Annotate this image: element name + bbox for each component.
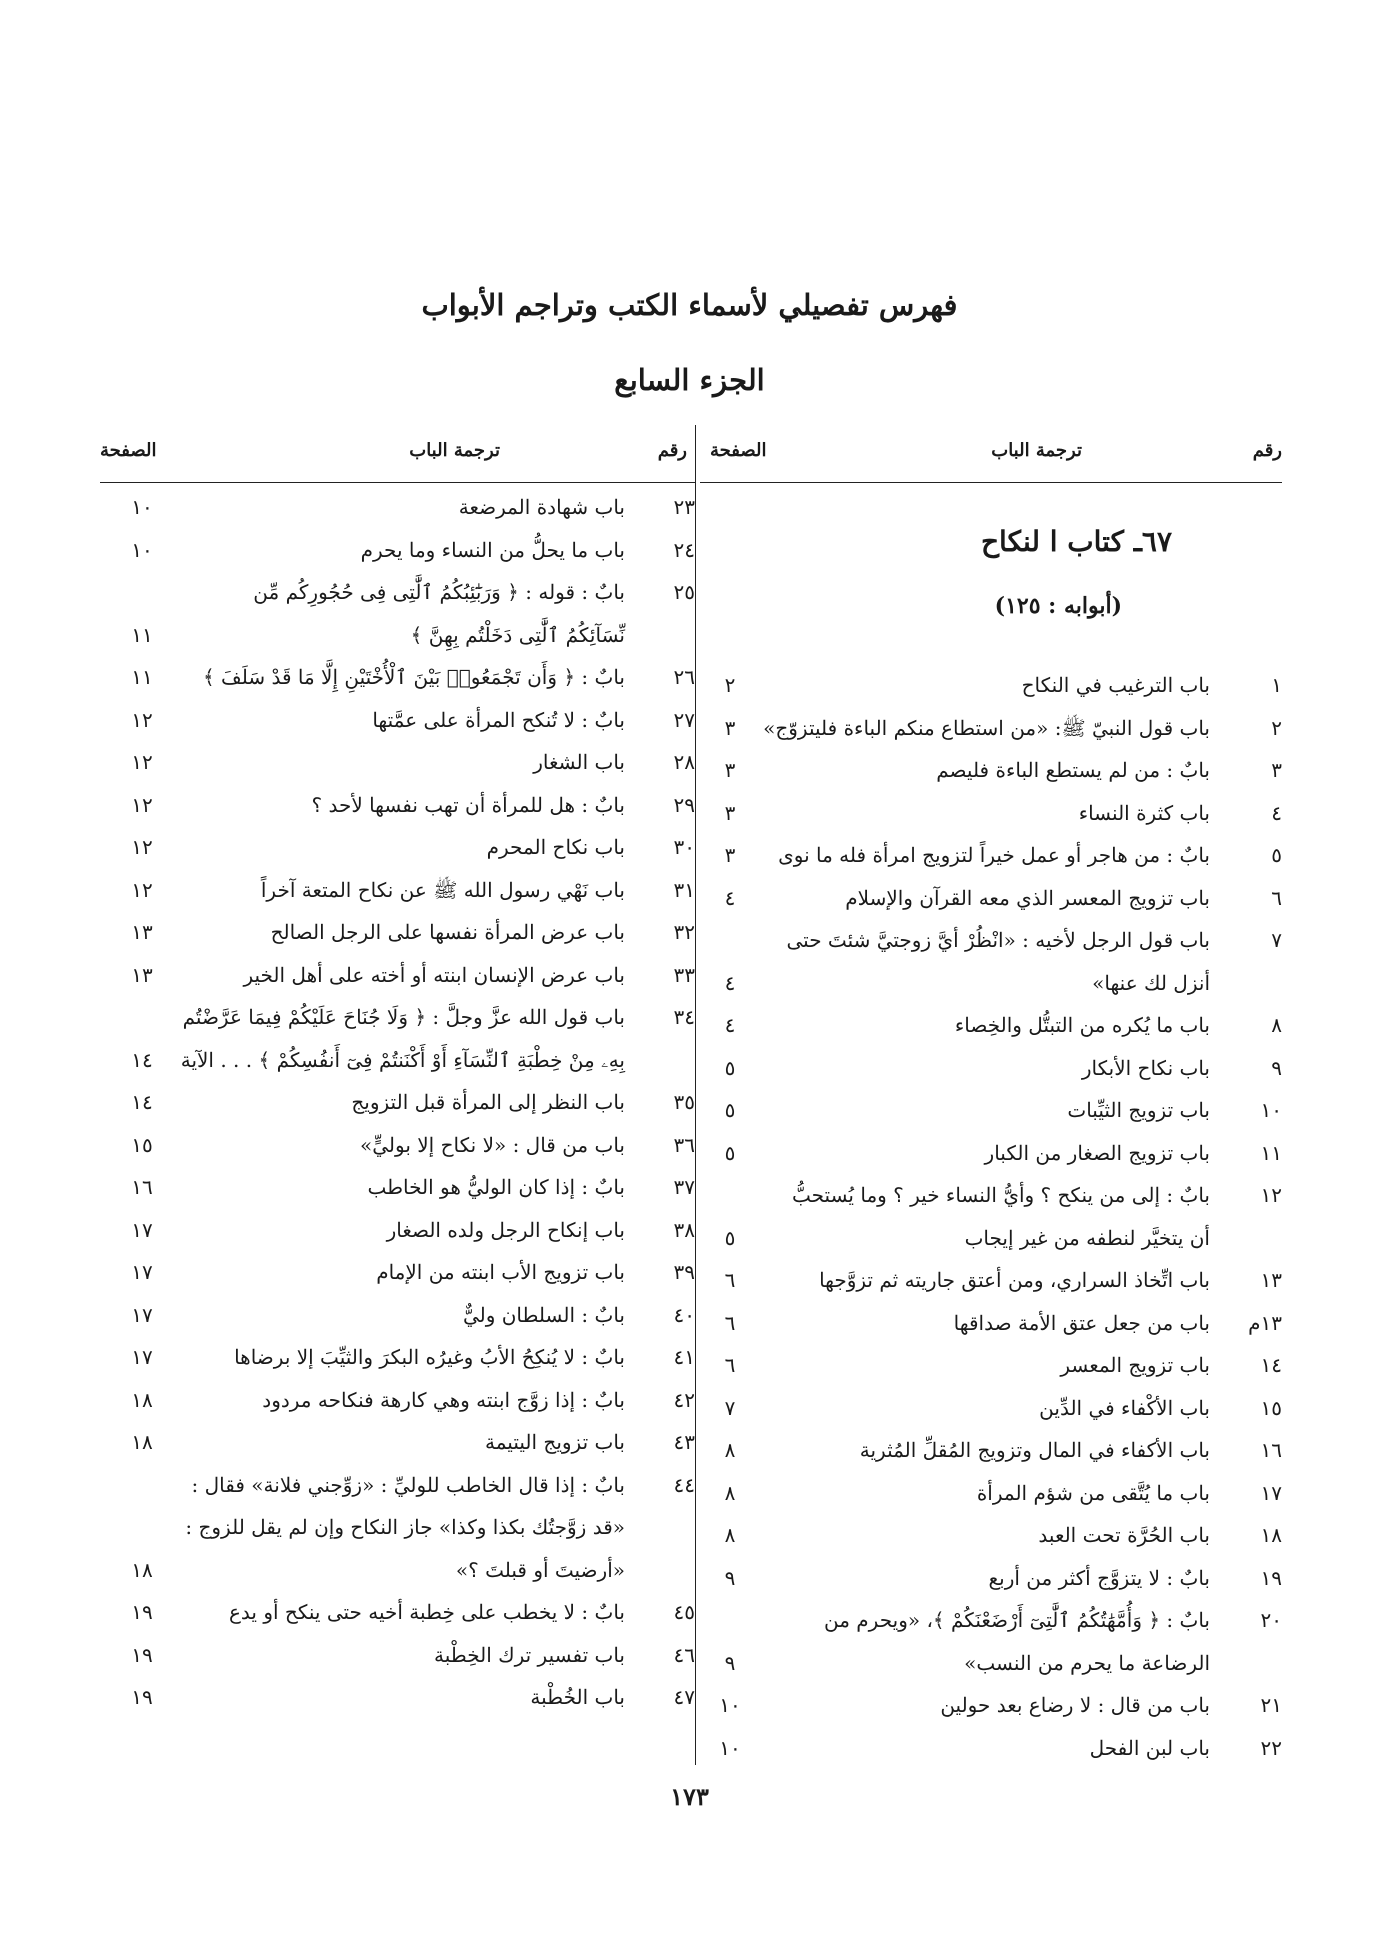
entry-page: ٦ — [724, 1268, 736, 1292]
entry-number: ١٣م — [1248, 1310, 1282, 1335]
entry-number: ١١ — [1260, 1140, 1282, 1165]
index-entry — [100, 793, 695, 836]
entry-title: باب ما يُتَّقى من شؤم المرأة — [976, 1480, 1210, 1505]
entry-number: ٥ — [1271, 843, 1282, 867]
entry-page: ١٤ — [131, 1047, 153, 1072]
entry-title: بابٌ : لا تُنكح المرأة على عمَّتها — [372, 707, 625, 732]
index-entry — [700, 886, 1282, 929]
num-header: رقم — [1252, 440, 1282, 461]
entry-page: ٨ — [724, 1523, 736, 1547]
entry-title: باب ما يحلُّ من النساء وما يحرم — [360, 537, 625, 562]
index-entry — [700, 1268, 1282, 1311]
entry-title: بابٌ : ﴿ وَأَن تَجْمَعُوا۟ بَيْنَ ٱلْأُخْتَيْنِ إِلَّا مَا قَدْ سَلَفَ ﴾ — [202, 665, 625, 689]
entry-number: ٢١ — [1260, 1693, 1282, 1717]
entry-title: باب الترغيب في النكاح — [1021, 673, 1210, 697]
entry-number: ١٢ — [1260, 1183, 1282, 1207]
entry-title: باب من جعل عتق الأمة صداقها — [953, 1310, 1210, 1335]
index-entry — [700, 971, 1282, 1014]
index-entry — [700, 1311, 1282, 1354]
index-entry — [100, 580, 695, 623]
entry-number: ٢٢ — [1260, 1735, 1282, 1760]
entry-title: باب نَهْي رسول الله ﷺ عن نكاح المتعة آخراً — [260, 877, 625, 902]
index-entry — [700, 1481, 1282, 1524]
entry-number: ٤٠ — [673, 1302, 695, 1327]
entry-page: ٦ — [724, 1353, 736, 1377]
entry-number: ١٥ — [1260, 1395, 1282, 1420]
entry-number: ٢٩ — [673, 792, 695, 817]
entry-page: ٧ — [724, 1395, 736, 1420]
entry-page: ١٠ — [131, 537, 153, 562]
page-header: الصفحة — [710, 440, 767, 461]
index-entry — [100, 878, 695, 921]
index-entry — [100, 1345, 695, 1388]
entry-title: باب الخُطْبة — [530, 1685, 625, 1709]
entry-number: ٤ — [1271, 800, 1282, 825]
book-title: ٦٧ـ كتاب ا لنكاح — [980, 525, 1172, 558]
entry-title: باب عرض المرأة نفسها على الرجل الصالح — [270, 920, 625, 944]
entry-page: ١٢ — [131, 707, 153, 732]
index-entry — [100, 708, 695, 751]
entry-number: ٢٨ — [673, 750, 695, 774]
entry-page: ١٨ — [131, 1430, 153, 1454]
entry-page: ١٧ — [131, 1302, 153, 1327]
entry-title: باب نكاح المحرم — [486, 835, 625, 859]
entry-page: ١٣ — [131, 920, 153, 944]
entry-page: ١٨ — [131, 1557, 153, 1582]
entry-page: ١٩ — [131, 1642, 153, 1667]
column-header — [700, 432, 1282, 483]
index-entry — [700, 1693, 1282, 1736]
entry-page: ٢ — [724, 673, 736, 697]
section-heading — [700, 483, 1282, 673]
index-entry — [700, 1141, 1282, 1184]
index-entry — [100, 1175, 695, 1218]
index-entry — [700, 1523, 1282, 1566]
entry-number: ٣٦ — [673, 1132, 695, 1157]
entry-number: ١٩ — [1260, 1565, 1282, 1590]
index-entry — [700, 1056, 1282, 1099]
entry-page: ٦ — [724, 1310, 736, 1335]
index-entry — [700, 1353, 1282, 1396]
entry-page: ١١ — [131, 622, 153, 647]
entry-title: باب الحُرَّة تحت العبد — [1038, 1523, 1210, 1547]
entry-number: ١٦ — [1260, 1438, 1282, 1462]
entry-title: بابٌ : السلطان وليٌّ — [462, 1302, 625, 1327]
index-entry — [700, 1608, 1282, 1651]
entry-title: بابٌ : لا يخطب على خِطبة أخيه حتى ينكح أو يدع — [229, 1600, 625, 1624]
entry-title: باب قول النبيّ ﷺ: «من استطاع منكم الباءة فليتزوّج» — [763, 715, 1210, 740]
entry-title: «أرضيتَ أو قبلتَ ؟» — [455, 1557, 625, 1582]
entry-number: ٣٧ — [673, 1175, 695, 1199]
entry-page: ٥ — [724, 1098, 736, 1122]
index-entry — [100, 1388, 695, 1431]
index-entry — [700, 673, 1282, 716]
index-entry — [700, 758, 1282, 801]
index-entry — [100, 1473, 695, 1516]
index-entry — [100, 1303, 695, 1346]
entry-number: ٣٥ — [673, 1090, 695, 1114]
index-entry — [100, 665, 695, 708]
entry-page: ١٠ — [719, 1735, 741, 1760]
entry-number: ١٧ — [1260, 1480, 1282, 1505]
entry-title: بابٌ : إلى من ينكح ؟ وأيُّ النساء خير ؟ وما يُستحبُّ — [792, 1183, 1210, 1207]
entry-number: ٩ — [1271, 1055, 1282, 1080]
entry-page: ١٤ — [131, 1090, 153, 1114]
index-entry — [700, 1736, 1282, 1779]
entry-title: باب الشغار — [533, 750, 625, 774]
entry-number: ٤٦ — [673, 1642, 695, 1667]
entry-page: ٣ — [724, 715, 736, 740]
index-entry — [100, 538, 695, 581]
entry-title: باب نكاح الأبكار — [1081, 1055, 1210, 1080]
index-entry — [700, 1013, 1282, 1056]
index-entry — [100, 1090, 695, 1133]
entry-number: ٤٥ — [673, 1600, 695, 1624]
column-divider — [695, 425, 696, 1765]
index-list-right — [700, 673, 1282, 1778]
entry-title: بابٌ : ﴿ وَأُمَّهَٰتُكُمُ ٱلَّٰتِىٓ أَرْضَعْنَكُمْ ﴾، «ويحرم من — [824, 1608, 1210, 1632]
entry-number: ٤٤ — [673, 1472, 695, 1497]
entry-page: ١٢ — [131, 750, 153, 774]
entry-title: باب كثرة النساء — [1078, 800, 1210, 825]
entry-title: باب تفسير ترك الخِطْبة — [434, 1642, 625, 1667]
entry-number: ٨ — [1271, 1013, 1282, 1037]
index-entry — [700, 1651, 1282, 1694]
index-column-right — [700, 432, 1282, 1778]
index-entry — [700, 1438, 1282, 1481]
index-entry — [100, 1685, 695, 1728]
index-entry — [100, 495, 695, 538]
entry-page: ١٩ — [131, 1685, 153, 1709]
index-entry — [100, 623, 695, 666]
page-header: الصفحة — [100, 440, 157, 461]
entry-page: ٩ — [724, 1565, 736, 1590]
entry-page: ١٢ — [131, 835, 153, 859]
index-entry — [100, 1218, 695, 1261]
index-entry — [700, 1566, 1282, 1609]
entry-title: بابٌ : لا يتزوَّج أكثر من أربع — [988, 1565, 1210, 1590]
entry-title: باب من قال : لا رضاع بعد حولين — [940, 1693, 1210, 1717]
entry-title: باب شهادة المرضعة — [458, 495, 625, 519]
index-entry — [700, 1098, 1282, 1141]
entry-number: ٦ — [1271, 885, 1282, 910]
entry-title: أن يتخيَّر لنطفه من غير إيجاب — [964, 1225, 1210, 1250]
index-entry — [100, 835, 695, 878]
entry-title: بِهِۦ مِنْ خِطْبَةِ ٱلنِّسَآءِ أَوْ أَكْنَنتُمْ فِىٓ أَنفُسِكُمْ ﴾ . . . الآية — [180, 1047, 625, 1072]
entry-number: ٤٣ — [673, 1430, 695, 1454]
index-entry — [700, 928, 1282, 971]
index-entry — [700, 843, 1282, 886]
entry-number: ٣ — [1271, 758, 1282, 782]
entry-title: بابٌ : إذا كان الوليُّ هو الخاطب — [367, 1175, 625, 1199]
entry-title: «قد زوَّجتُك بكذا وكذا» جاز النكاح وإن لم يقل للزوج : — [185, 1515, 625, 1539]
entry-title: بابٌ : من هاجر أو عمل خيراً لتزويج امرأة فله ما نوى — [778, 843, 1210, 867]
entry-title: باب تزويج الثيِّبات — [1067, 1098, 1210, 1122]
entry-page: ١٣ — [131, 962, 153, 987]
entry-page: ٤ — [724, 970, 736, 995]
index-entry — [700, 1396, 1282, 1439]
entry-number: ٣٩ — [673, 1260, 695, 1284]
entry-page: ١٧ — [131, 1345, 153, 1369]
entry-title: بابٌ : قوله : ﴿ وَرَبَٰٓئِبُكُمُ ٱلَّٰتِى فِى حُجُورِكُم مِّن — [253, 580, 625, 604]
entry-number: ٢٤ — [673, 537, 695, 562]
volume-title: الجزء السابع — [614, 363, 765, 397]
entry-title: بابٌ : لا يُنكِحُ الأبُ وغيرُه البكرَ والثيِّبَ إلا برضاها — [234, 1345, 625, 1369]
entry-page: ١٠ — [131, 495, 153, 519]
entry-title: باب تزويج المعسر — [1060, 1353, 1210, 1377]
index-entry — [100, 920, 695, 963]
entry-title: باب قول الله عزَّ وجلَّ : ﴿ وَلَا جُنَاحَ عَلَيْكُمْ فِيمَا عَرَّضْتُم — [182, 1005, 625, 1029]
entry-number: ٧ — [1271, 928, 1282, 952]
index-entry — [100, 1005, 695, 1048]
entry-page: ٥ — [724, 1055, 736, 1080]
entry-number: ٣٣ — [673, 962, 695, 987]
entry-title: باب النظر إلى المرأة قبل التزويج — [351, 1090, 625, 1114]
entry-title: باب إنكاح الرجل ولده الصغار — [386, 1217, 625, 1242]
entry-page: ١٠ — [719, 1693, 741, 1717]
entry-page: ١٢ — [131, 792, 153, 817]
entry-page: ١٩ — [131, 1600, 153, 1624]
entry-page: ٨ — [724, 1438, 736, 1462]
entry-number: ٢٧ — [673, 707, 695, 732]
title-header: ترجمة الباب — [409, 440, 500, 461]
entry-number: ١٠ — [1260, 1098, 1282, 1122]
entry-page: ٤ — [724, 885, 736, 910]
index-list-left — [100, 483, 695, 1728]
entry-page: ٤ — [724, 1013, 736, 1037]
entry-page: ٥ — [724, 1225, 736, 1250]
page-number: ١٧٣ — [670, 1782, 709, 1811]
index-entry — [700, 801, 1282, 844]
entry-number: ١ — [1271, 673, 1282, 697]
entry-number: ٢٦ — [673, 665, 695, 689]
page-title: فهرس تفصيلي لأسماء الكتب وتراجم الأبواب — [421, 288, 958, 322]
index-entry — [700, 1183, 1282, 1226]
index-entry — [700, 1226, 1282, 1269]
entry-page: ١٦ — [131, 1175, 153, 1199]
entry-title: باب قول الرجل لأخيه : «انْظُرْ أيَّ زوجتيَّ شئتَ حتى — [786, 928, 1210, 952]
entry-title: باب تزويج اليتيمة — [485, 1430, 625, 1454]
entry-number: ٣٠ — [673, 835, 695, 859]
entry-title: بابٌ : إذا قال الخاطب للوليِّ : «زوِّجني فلانة» فقال : — [191, 1472, 625, 1497]
entry-title: باب لبن الفحل — [1089, 1735, 1210, 1760]
entry-number: ٤٧ — [673, 1685, 695, 1709]
index-column-left — [100, 432, 695, 1728]
title-header: ترجمة الباب — [991, 440, 1082, 461]
entry-page: ١٢ — [131, 877, 153, 902]
entry-number: ٣٢ — [673, 920, 695, 944]
index-entry — [100, 1430, 695, 1473]
index-entry — [100, 1048, 695, 1091]
entry-number: ٢٠ — [1260, 1608, 1282, 1632]
entry-page: ١١ — [131, 665, 153, 689]
entry-number: ١٨ — [1260, 1523, 1282, 1547]
entry-title: بابٌ : من لم يستطع الباءة فليصم — [936, 758, 1210, 782]
entry-page: ٣ — [724, 758, 736, 782]
entry-number: ١٤ — [1260, 1353, 1282, 1377]
entry-title: نِّسَآئِكُمُ ٱلَّٰتِى دَخَلْتُم بِهِنَّ ﴾ — [410, 622, 625, 647]
index-entry — [100, 1260, 695, 1303]
entry-title: باب الأكفاء في المال وتزويج المُقلِّ المُثرية — [859, 1438, 1210, 1462]
entry-title: باب اتِّخاذ السراري، ومن أعتق جاريته ثم تزوَّجها — [819, 1268, 1210, 1292]
entry-number: ٣١ — [673, 877, 695, 902]
entry-title: أنزل لك عنها» — [1092, 970, 1210, 995]
entry-title: الرضاعة ما يحرم من النسب» — [964, 1650, 1210, 1675]
index-entry — [700, 716, 1282, 759]
entry-title: باب عرض الإنسان ابنته أو أخته على أهل الخير — [243, 962, 625, 987]
entry-number: ٢ — [1271, 715, 1282, 740]
book-chapter-count: (أبوابه : ١٢٥) — [994, 593, 1122, 619]
entry-page: ٣ — [724, 843, 736, 867]
index-entry — [100, 963, 695, 1006]
entry-number: ٣٤ — [673, 1005, 695, 1029]
entry-title: باب الأكْفاء في الدِّين — [1039, 1395, 1210, 1420]
entry-number: ٣٨ — [673, 1217, 695, 1242]
index-entry — [100, 750, 695, 793]
entry-title: باب تزويج المعسر الذي معه القرآن والإسلام — [845, 885, 1210, 910]
entry-page: ١٥ — [131, 1132, 153, 1157]
entry-number: ٤١ — [673, 1345, 695, 1369]
entry-page: ١٧ — [131, 1217, 153, 1242]
entry-number: ٢٥ — [673, 580, 695, 604]
entry-number: ١٣ — [1260, 1268, 1282, 1292]
entry-page: ٥ — [724, 1140, 736, 1165]
entry-title: باب تزويج الأب ابنته من الإمام — [376, 1260, 625, 1284]
entry-title: بابٌ : إذا زوَّج ابنته وهي كارهة فنكاحه مردود — [262, 1387, 625, 1412]
index-entry — [100, 1133, 695, 1176]
entry-page: ١٨ — [131, 1387, 153, 1412]
index-entry — [100, 1600, 695, 1643]
entry-page: ١٧ — [131, 1260, 153, 1284]
index-entry — [100, 1643, 695, 1686]
index-entry — [100, 1558, 695, 1601]
entry-number: ٢٣ — [673, 495, 695, 519]
entry-title: باب تزويج الصغار من الكبار — [984, 1140, 1210, 1165]
entry-page: ٣ — [724, 800, 736, 825]
index-entry — [100, 1515, 695, 1558]
entry-page: ٨ — [724, 1480, 736, 1505]
entry-title: باب ما يُكره من التبتُّل والخِصاء — [954, 1013, 1210, 1037]
entry-title: بابٌ : هل للمرأة أن تهب نفسها لأحد ؟ — [311, 792, 625, 817]
column-header — [100, 432, 695, 483]
entry-page: ٩ — [724, 1650, 736, 1675]
entry-number: ٤٢ — [673, 1387, 695, 1412]
num-header: رقم — [657, 440, 687, 461]
entry-title: باب من قال : «لا نكاح إلا بوليٍّ» — [360, 1132, 625, 1157]
